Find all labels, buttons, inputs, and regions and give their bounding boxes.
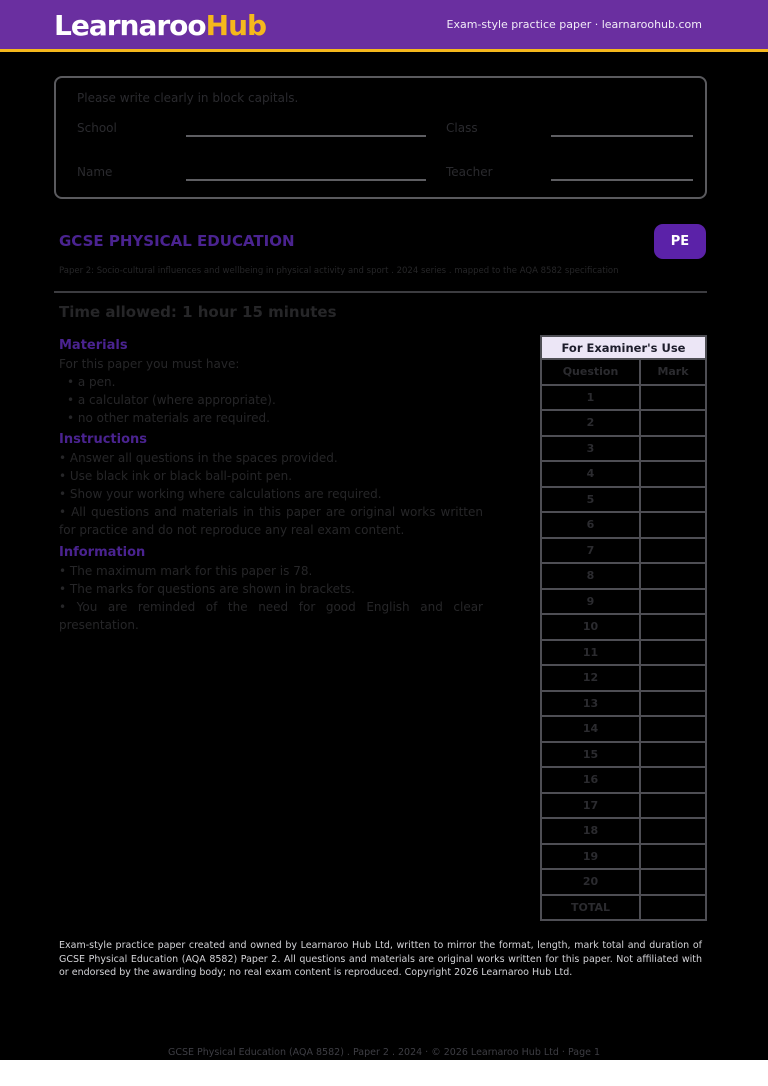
question-number: 1 [541, 385, 640, 411]
brand-logo [54, 8, 266, 44]
table-row [541, 844, 706, 870]
table-row [541, 487, 706, 513]
table-row [541, 818, 706, 844]
name-field[interactable] [186, 179, 426, 181]
mark-cell[interactable] [640, 793, 706, 819]
information-heading: Information [59, 545, 146, 560]
mark-cell[interactable] [640, 385, 706, 411]
instructions-heading: Instructions [59, 432, 148, 447]
header-bar [0, 0, 768, 52]
mark-cell[interactable] [640, 512, 706, 538]
examiner-use-table [540, 335, 707, 921]
mark-cell[interactable] [640, 487, 706, 513]
table-row [541, 614, 706, 640]
table-row [541, 640, 706, 666]
instructions-item: • Use black ink or black ball-point pen. [59, 469, 293, 483]
materials-section [59, 337, 483, 427]
question-number: 5 [541, 487, 640, 513]
teacher-field[interactable] [551, 179, 693, 181]
table-row [541, 385, 706, 411]
question-number: 2 [541, 410, 640, 436]
table-row [541, 538, 706, 564]
question-number: 15 [541, 742, 640, 768]
question-number: 13 [541, 691, 640, 717]
total-row [541, 895, 706, 921]
column-header-question: Question [541, 359, 640, 385]
mark-cell[interactable] [640, 869, 706, 895]
question-number: 10 [541, 614, 640, 640]
question-number: 18 [541, 818, 640, 844]
table-row [541, 563, 706, 589]
table-row [541, 742, 706, 768]
logo-text-hub: Hub [205, 9, 267, 42]
information-item: • The marks for questions are shown in brackets. [59, 582, 355, 596]
table-row [541, 665, 706, 691]
table-row [541, 410, 706, 436]
information-section [59, 544, 483, 634]
examiner-table-title: For Examiner's Use [541, 336, 706, 359]
instructions-item: • All questions and materials in this paper are original works written for practice and do not reproduce any real exam content. [59, 505, 483, 537]
table-row [541, 436, 706, 462]
materials-intro: For this paper you must have: [59, 357, 240, 371]
table-row [541, 716, 706, 742]
school-field[interactable] [186, 135, 426, 137]
question-number: 17 [541, 793, 640, 819]
mark-cell[interactable] [640, 436, 706, 462]
information-item: • You are reminded of the need for good English and clear presentation. [59, 600, 483, 632]
mark-cell[interactable] [640, 844, 706, 870]
total-label: TOTAL [541, 895, 640, 921]
candidate-details-box [54, 76, 707, 199]
question-number: 14 [541, 716, 640, 742]
mark-cell[interactable] [640, 640, 706, 666]
materials-item: • a calculator (where appropriate). [67, 393, 276, 407]
page-footer: GCSE Physical Education (AQA 8582) . Paper 2 . 2024 · © 2026 Learnaroo Hub Ltd · Page 1 [167, 1047, 601, 1058]
school-label: School [77, 121, 117, 135]
column-header-mark: Mark [640, 359, 706, 385]
table-row [541, 691, 706, 717]
table-row [541, 512, 706, 538]
header-tagline: Exam-style practice paper · learnaroohub.com [446, 18, 702, 31]
mark-cell[interactable] [640, 665, 706, 691]
mark-cell[interactable] [640, 716, 706, 742]
logo-text-learnaroo: Learnaroo [54, 9, 206, 42]
mark-cell[interactable] [640, 538, 706, 564]
question-number: 11 [541, 640, 640, 666]
information-item: • The maximum mark for this paper is 78. [59, 564, 313, 578]
block-capitals-note: Please write clearly in block capitals. [77, 91, 299, 105]
paper-subtitle: Paper 2: Socio-cultural influences and wellbeing in physical activity and sport . 2024 series . mapped to the AQA 8582 specification [59, 266, 619, 276]
materials-heading: Materials [59, 338, 128, 353]
materials-item: • a pen. [67, 375, 116, 389]
question-number: 16 [541, 767, 640, 793]
mark-cell[interactable] [640, 410, 706, 436]
question-number: 3 [541, 436, 640, 462]
legal-notice: Exam-style practice paper created and owned by Learnaroo Hub Ltd, written to mirror the format, length, mark total and duration of GCSE Physical Education (AQA 8582) Paper 2. All questions and materials are original works written for this paper. Not affiliated with or endorsed by the awarding body; no real exam content is reproduced. Copyright 2026 Learnaroo Hub Ltd. [59, 940, 702, 978]
subject-title: GCSE PHYSICAL EDUCATION [59, 232, 295, 250]
time-allowed: Time allowed: 1 hour 15 minutes [59, 303, 337, 321]
page-bottom-strip [0, 1060, 768, 1086]
question-number: 19 [541, 844, 640, 870]
table-row [541, 767, 706, 793]
question-number: 7 [541, 538, 640, 564]
mark-cell[interactable] [640, 563, 706, 589]
table-row [541, 589, 706, 615]
class-label: Class [446, 121, 478, 135]
question-number: 4 [541, 461, 640, 487]
table-row [541, 869, 706, 895]
mark-cell[interactable] [640, 767, 706, 793]
question-number: 9 [541, 589, 640, 615]
materials-item: • no other materials are required. [67, 411, 270, 425]
name-label: Name [77, 165, 113, 179]
table-row [541, 461, 706, 487]
instructions-item: • Answer all questions in the spaces provided. [59, 451, 338, 465]
question-number: 12 [541, 665, 640, 691]
table-row [541, 793, 706, 819]
mark-cell[interactable] [640, 461, 706, 487]
mark-cell[interactable] [640, 614, 706, 640]
divider [54, 291, 707, 293]
mark-cell[interactable] [640, 589, 706, 615]
instructions-item: • Show your working where calculations are required. [59, 487, 382, 501]
teacher-label: Teacher [446, 165, 493, 179]
question-number: 20 [541, 869, 640, 895]
mark-cell[interactable] [640, 818, 706, 844]
question-number: 6 [541, 512, 640, 538]
instructions-section [59, 431, 483, 539]
mark-cell[interactable] [640, 691, 706, 717]
question-number: 8 [541, 563, 640, 589]
mark-cell[interactable] [640, 742, 706, 768]
class-field[interactable] [551, 135, 693, 137]
total-mark-cell[interactable] [640, 895, 706, 921]
subject-badge: PE [654, 224, 706, 259]
